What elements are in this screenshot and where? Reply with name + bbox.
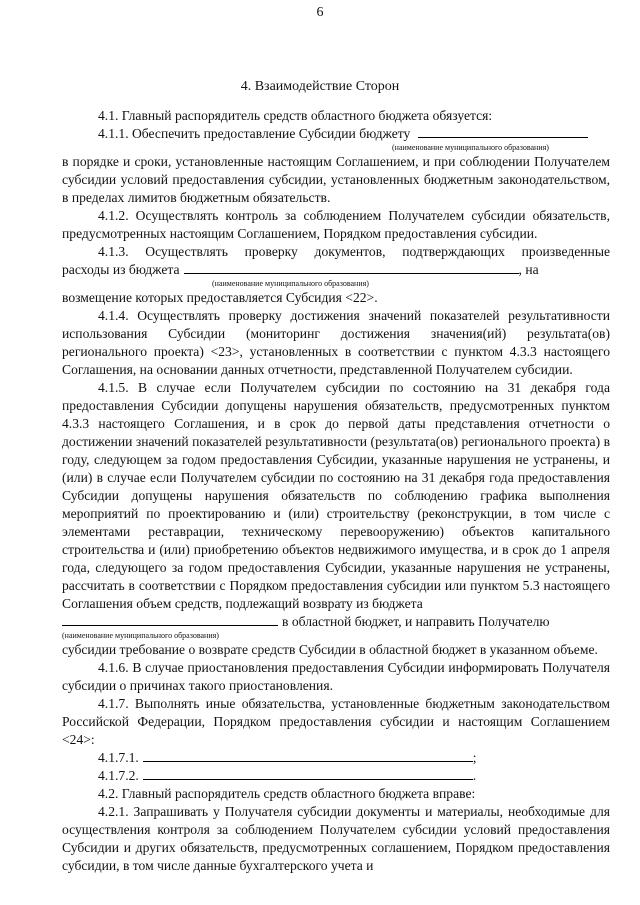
blank-field-obligation-2[interactable] bbox=[143, 767, 473, 780]
note-municipality-3: (наименование муниципального образования) bbox=[62, 631, 219, 640]
clause-4-1-7-1-end: ; bbox=[472, 750, 477, 765]
clause-4-1: 4.1. Главный распорядитель средств областного бюджета обязуется: bbox=[98, 108, 493, 123]
blank-field-obligation-1[interactable] bbox=[143, 749, 473, 762]
note-municipality-2: (наименование муниципального образования) bbox=[212, 279, 369, 288]
clause-4-1-5-line bbox=[62, 613, 610, 631]
clause-4-1-5-text-b: в областной бюджет, и направить Получателю bbox=[282, 614, 550, 629]
blank-field-budget-return[interactable] bbox=[62, 613, 278, 626]
clause-4-1-3-line bbox=[62, 261, 610, 279]
clause-4-1-3-text-c: , на bbox=[518, 262, 539, 277]
clause-4-1-3-cont: возмещение которых предоставляется Субсидия <22>. bbox=[62, 290, 378, 305]
document-body bbox=[62, 107, 610, 875]
blank-field-municipality[interactable] bbox=[418, 125, 588, 138]
clause-4-1-3: 4.1.3. Осуществлять проверку документов, подтверждающих произведенные bbox=[98, 244, 610, 259]
clause-4-1-2: 4.1.2. Осуществлять контроль за соблюдением Получателем субсидии обязательств, предусмотренных настоящим Соглашением, Порядком предоставления субсидии. bbox=[62, 208, 610, 241]
clause-4-1-1-text: 4.1.1. Обеспечить предоставление Субсидии бюджету bbox=[98, 126, 411, 141]
section-title: 4. Взаимодействие Сторон bbox=[240, 79, 400, 94]
clause-4-1-7-2-end: . bbox=[472, 768, 477, 783]
page-number: 6 bbox=[316, 5, 324, 20]
clause-4-1-7-1-label: 4.1.7.1. bbox=[98, 750, 139, 765]
clause-4-1-7-1-line bbox=[62, 749, 610, 767]
clause-4-1-6: 4.1.6. В случае приостановления предоставления Субсидии информировать Получателя субсидии о причинах такого приостановления. bbox=[62, 660, 610, 693]
clause-4-1-7: 4.1.7. Выполнять иные обязательства, установленные бюджетным законодательством Российской Федерации, Порядком предоставления субсидии и настоящим Соглашением <24>: bbox=[62, 696, 610, 747]
clause-4-1-4: 4.1.4. Осуществлять проверку достижения значений показателей результативности использования Субсидии (мониторинг достижения значения(ий) результата(ов) регионального проекта) <23>, установленных в соответствии с пунктом 4.3.3 настоящего Соглашения, на основании данных отчетности, представленной Получателем субсидии. bbox=[62, 308, 610, 377]
note-municipality-1: (наименование муниципального образования) bbox=[392, 143, 549, 152]
clause-4-2: 4.2. Главный распорядитель средств областного бюджета вправе: bbox=[98, 786, 476, 801]
blank-field-budget[interactable] bbox=[184, 261, 519, 274]
clause-4-1-5-cont: субсидии требование о возврате средств Субсидии в областной бюджет в указанном объеме. bbox=[62, 642, 598, 657]
clause-4-1-1-cont: в порядке и сроки, установленные настоящим Соглашением, и при соблюдении Получателем субсидии условий предоставления субсидии, установленных бюджетным законодательством, в пределах лимитов бюджетным обязательств. bbox=[62, 154, 610, 205]
clause-4-2-1: 4.2.1. Запрашивать у Получателя субсидии документы и материалы, необходимые для осуществления контроля за соблюдением Получателем субсидии условий предоставления Субсидии и других обязательств, предусмотренных соглашением, Порядком предоставления субсидии, в том числе данные бухгалтерского учета и bbox=[62, 804, 610, 873]
clause-4-1-3-text-b: расходы из бюджета bbox=[62, 262, 180, 277]
clause-4-1-5: 4.1.5. В случае если Получателем субсидии по состоянию на 31 декабря года предоставления Субсидии допущены нарушения обязательств, предусмотренных пунктом 4.3.3 настоящего Соглашения, и в срок до первой даты представления отчетности о достижении значений показателей результативности (результата(ов) регионального проекта) в году, следующем за годом предоставления Субсидии, указанные нарушения не устранены, и (или) в случае если Получателем субсидии по состоянию на 31 декабря года предоставления Субсидии допущены нарушения обязательств по соблюдению графика выполнения мероприятий по проектированию и (или) строительству (реконструкции, в том числе с элементами реставрации, техническому перевооружению) объектов капитального строительства и (или) приобретению объектов недвижимого имущества, и в срок до 1 апреля года, следующего за годом предоставления Субсидии, указанные нарушения не устранены, рассчитать в соответствии с Порядком предоставления субсидии или пунктом 5.3 настоящего Соглашения объем средств, подлежащий возврату из бюджета bbox=[62, 380, 610, 611]
clause-4-1-7-2-label: 4.1.7.2. bbox=[98, 768, 139, 783]
clause-4-1-1-line bbox=[62, 125, 610, 143]
clause-4-1-7-2-line bbox=[62, 767, 610, 785]
